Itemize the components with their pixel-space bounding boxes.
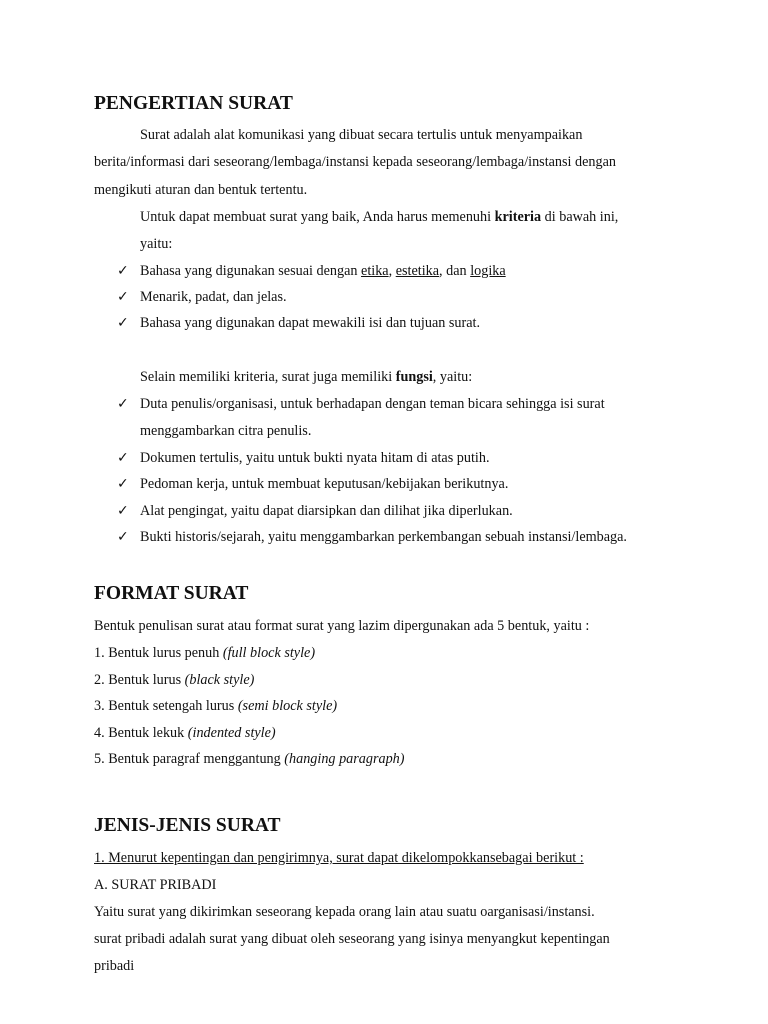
underlined-word: etika [361, 263, 389, 279]
heading-pengertian-surat: PENGERTIAN SURAT [94, 93, 293, 114]
criteria-intro-text: Untuk dapat membuat surat yang baik, Anda harus memenuhi [140, 209, 495, 225]
subheading-underlined: 1. Menurut kepentingan dan pengirimnya, surat dapat dikelompokkansebagai berikut : [94, 850, 584, 866]
list-item-text: Bahasa yang digunakan sesuai dengan [140, 263, 362, 279]
check-icon: ✓ [117, 503, 129, 519]
list-item: Alat pengingat, yaitu dapat diarsipkan dan dilihat jika diperlukan. [140, 503, 513, 519]
function-intro-tail: , yaitu: [432, 369, 473, 385]
paragraph-line: berita/informasi dari seseorang/lembaga/instansi kepada seseorang/lembaga/instansi dengan [94, 154, 617, 170]
format-item-text: 5. Bentuk paragraf menggantung [94, 751, 285, 767]
paragraph-line: pribadi [94, 958, 135, 974]
criteria-intro-tail: di bawah ini, [541, 209, 619, 225]
function-intro [140, 368, 472, 386]
criteria-bold: kriteria [494, 209, 542, 225]
list-item [140, 262, 506, 280]
format-item-text: 1. Bentuk lurus penuh [94, 645, 223, 661]
format-item [94, 697, 337, 715]
paragraph-line: surat pribadi adalah surat yang dibuat oleh seseorang yang isinya menyangkut kepentingan [94, 931, 610, 947]
list-item: Menarik, padat, dan jelas. [140, 289, 287, 305]
function-intro-text: Selain memiliki kriteria, surat juga memiliki [140, 369, 396, 385]
subheading-surat-pribadi: A. SURAT PRIBADI [94, 877, 217, 893]
check-icon: ✓ [117, 289, 129, 305]
list-item: Bukti historis/sejarah, yaitu menggambarkan perkembangan sebuah instansi/lembaga. [140, 529, 627, 545]
format-item-italic: (full block style) [222, 645, 316, 661]
list-item: Dokumen tertulis, yaitu untuk bukti nyata hitam di atas putih. [140, 450, 490, 466]
format-item-italic: (black style) [184, 672, 255, 688]
underlined-word: estetika [395, 263, 440, 279]
format-item-text: 2. Bentuk lurus [94, 672, 185, 688]
check-icon: ✓ [117, 396, 129, 412]
check-icon: ✓ [117, 476, 129, 492]
check-icon: ✓ [117, 263, 129, 279]
format-intro: Bentuk penulisan surat atau format surat yang lazim dipergunakan ada 5 bentuk, yaitu : [94, 618, 590, 634]
underlined-word: logika [470, 263, 506, 279]
format-item [94, 671, 254, 689]
criteria-intro-line2: yaitu: [140, 236, 173, 252]
list-item: Duta penulis/organisasi, untuk berhadapan dengan teman bicara sehingga isi surat [140, 396, 605, 412]
format-item [94, 724, 276, 742]
function-bold: fungsi [395, 369, 433, 385]
paragraph-line: Yaitu surat yang dikirimkan seseorang kepada orang lain atau suatu oarganisasi/instansi. [94, 904, 595, 920]
format-item-text: 3. Bentuk setengah lurus [94, 698, 238, 714]
format-item-italic: (semi block style) [237, 698, 338, 714]
list-item: Bahasa yang digunakan dapat mewakili isi dan tujuan surat. [140, 315, 481, 331]
format-item [94, 644, 315, 662]
heading-format-surat: FORMAT SURAT [94, 583, 249, 604]
criteria-intro [140, 208, 618, 226]
separator: , [388, 263, 396, 279]
format-item-text: 4. Bentuk lekuk [94, 725, 188, 741]
format-item-italic: (hanging paragraph) [284, 751, 405, 767]
list-item: Pedoman kerja, untuk membuat keputusan/kebijakan berikutnya. [140, 476, 509, 492]
format-item [94, 750, 405, 768]
heading-jenis-jenis-surat: JENIS-JENIS SURAT [94, 815, 281, 836]
format-item-italic: (indented style) [187, 725, 276, 741]
paragraph-line: Surat adalah alat komunikasi yang dibuat secara tertulis untuk menyampaikan [140, 127, 583, 143]
check-icon: ✓ [117, 529, 129, 545]
paragraph-line: mengikuti aturan dan bentuk tertentu. [94, 182, 308, 198]
separator: , dan [439, 263, 471, 279]
check-icon: ✓ [117, 315, 129, 331]
check-icon: ✓ [117, 450, 129, 466]
list-item-continuation: menggambarkan citra penulis. [140, 423, 312, 439]
